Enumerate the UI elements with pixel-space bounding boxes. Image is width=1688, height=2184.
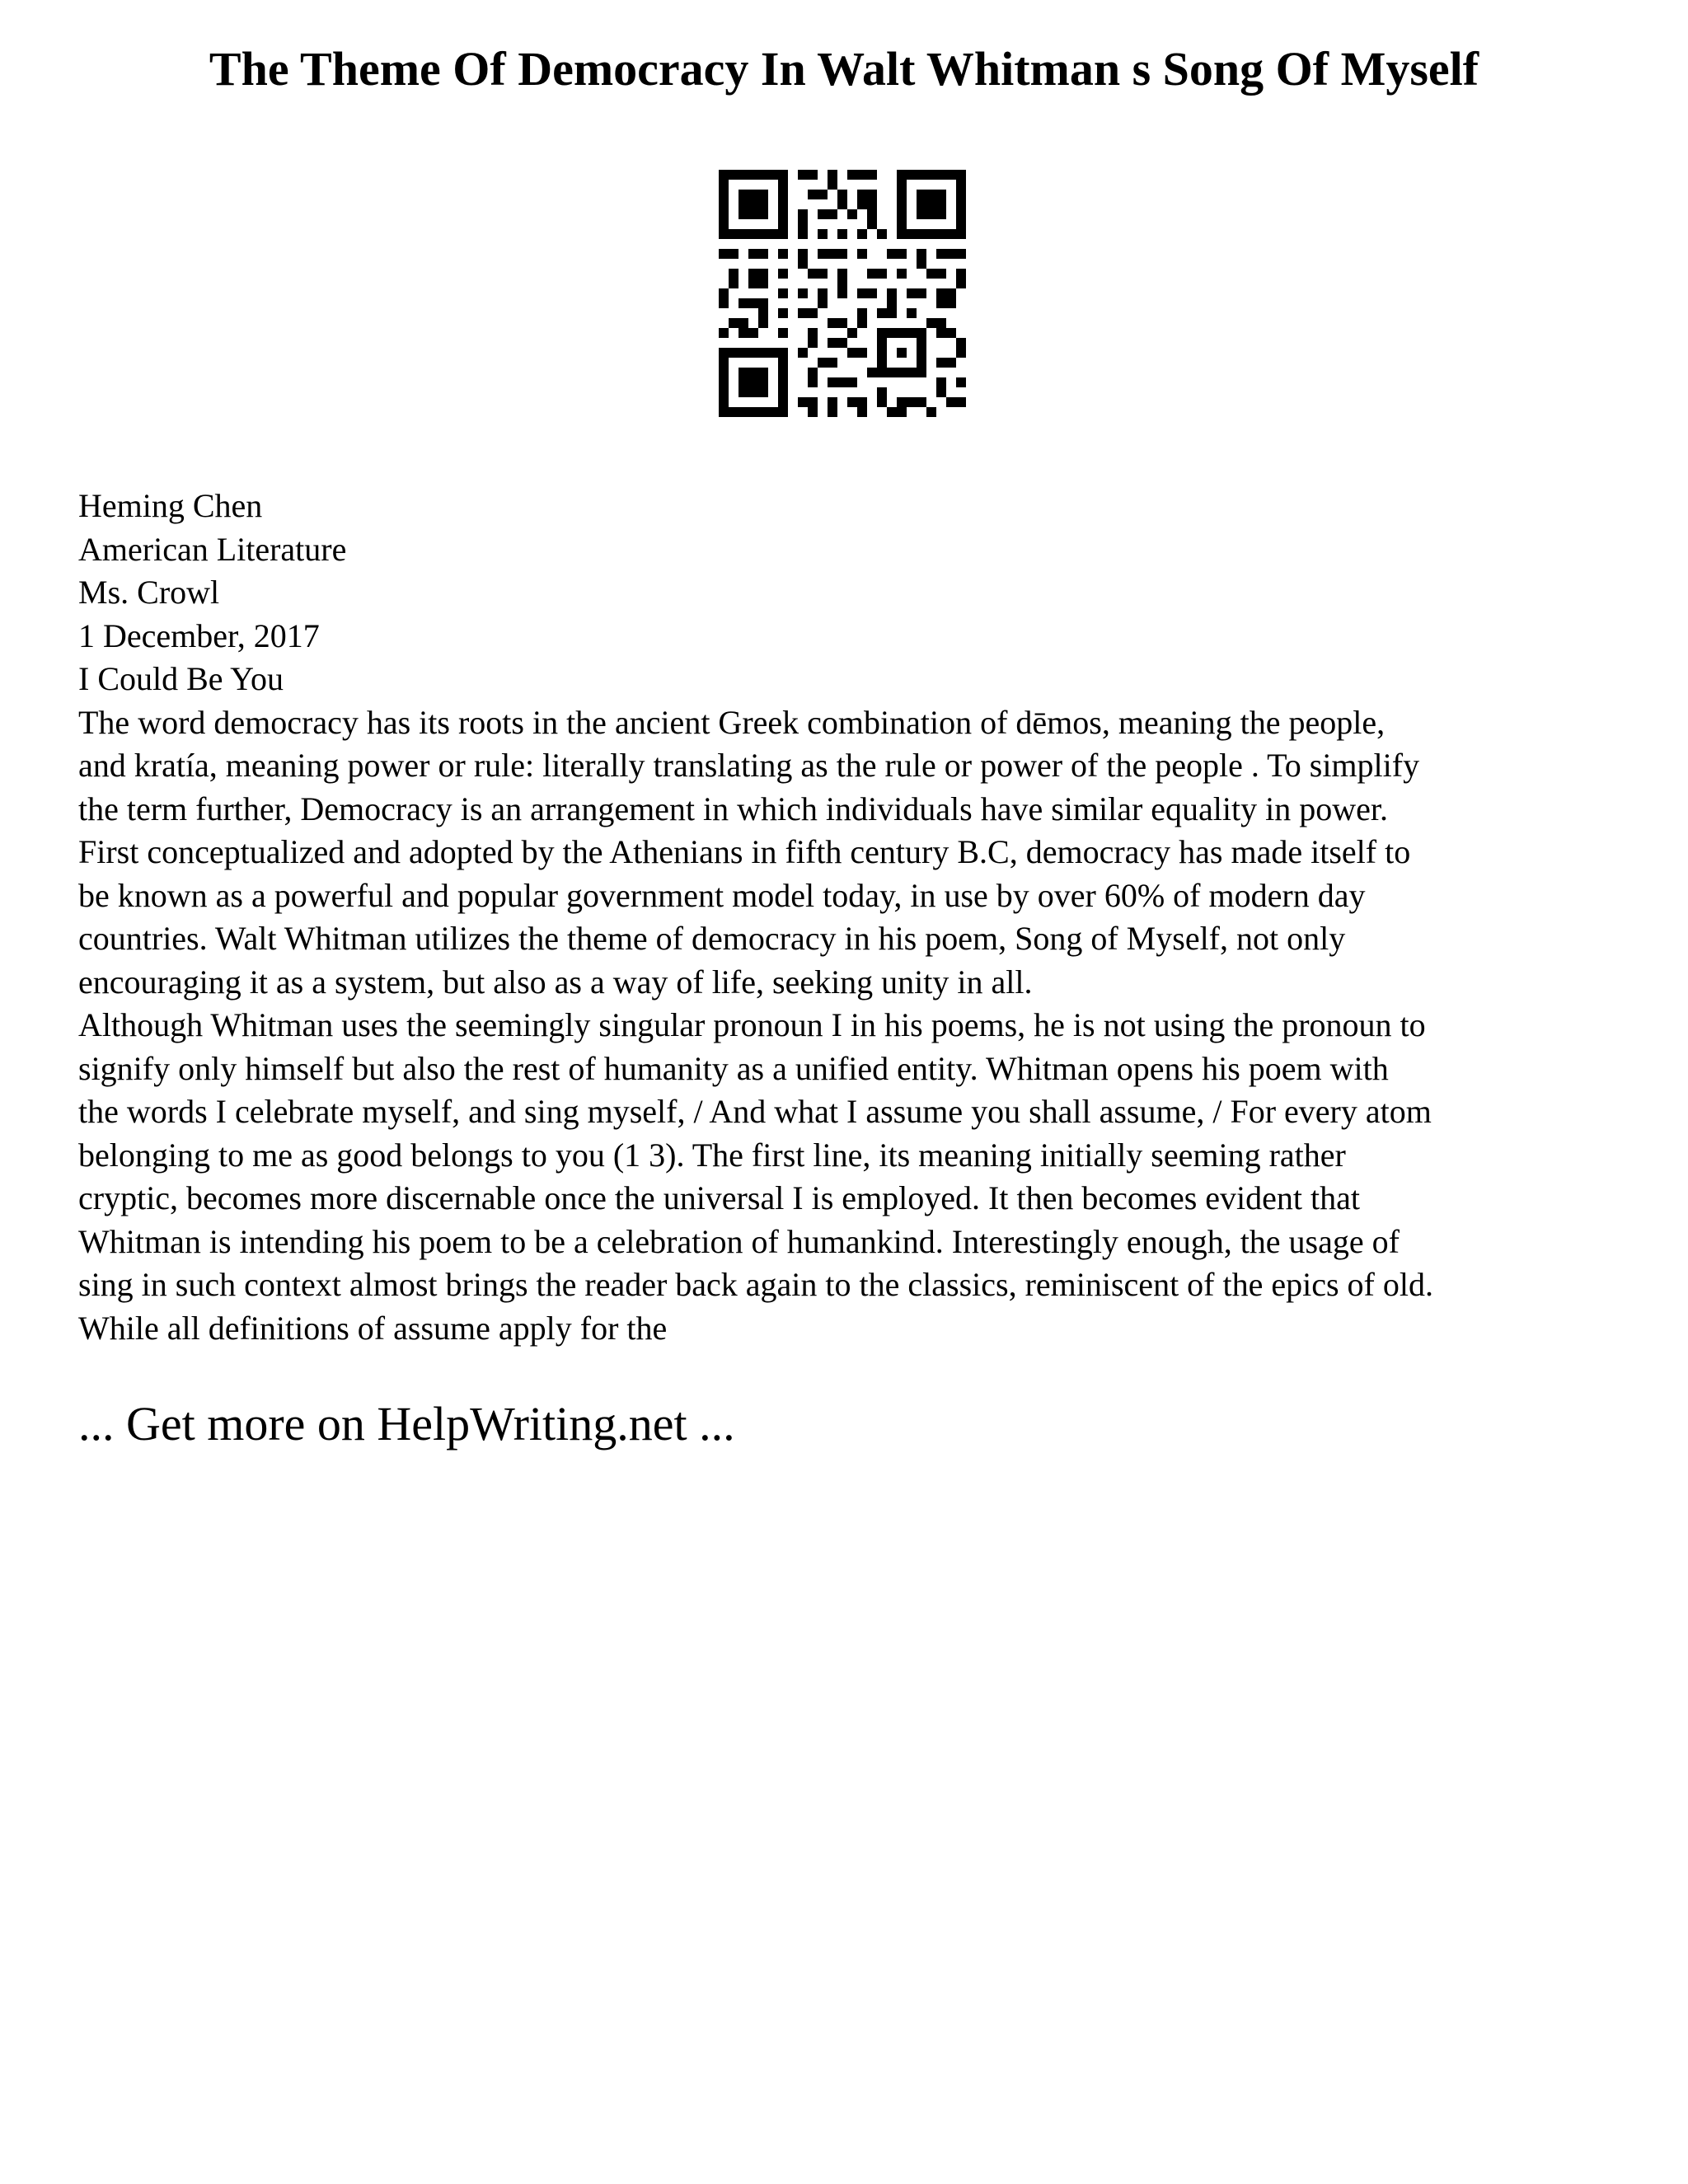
paragraph-line: Whitman is intending his poem to be a celebration of humankind. Interestingly enough, the usage of xyxy=(78,1222,1400,1260)
get-more-link[interactable]: ... Get more on HelpWriting.net ... xyxy=(78,1397,735,1451)
paragraph-line: and kratía, meaning power or rule: literally translating as the rule or power of the people . To simplify xyxy=(78,747,1420,784)
qr-code xyxy=(719,170,966,417)
paragraph-line: belonging to me as good belongs to you (1 3). The first line, its meaning initially seeming rather xyxy=(78,1136,1346,1174)
author-name: Heming Chen xyxy=(78,487,263,524)
paragraph-1 xyxy=(78,701,1628,1005)
paragraph-line: cryptic, becomes more discernable once the universal I is employed. It then becomes evident that xyxy=(78,1179,1360,1216)
paragraph-line: be known as a powerful and popular government model today, in use by over 60% of modern day xyxy=(78,876,1366,914)
essay-title: I Could Be You xyxy=(78,660,284,697)
essay-body xyxy=(78,485,1628,1350)
paragraph-line: the words I celebrate myself, and sing myself, / And what I assume you shall assume, / For every atom xyxy=(78,1093,1432,1130)
paragraph-line: signify only himself but also the rest of humanity as a unified entity. Whitman opens his poem with xyxy=(78,1049,1389,1087)
essay-header xyxy=(78,485,1628,701)
course-name: American Literature xyxy=(78,530,347,568)
paragraph-line: Although Whitman uses the seemingly singular pronoun I in his poems, he is not using the pronoun to xyxy=(78,1006,1426,1043)
paragraph-2 xyxy=(78,1004,1628,1350)
paragraph-line: sing in such context almost brings the reader back again to the classics, reminiscent of the epics of old. xyxy=(78,1266,1433,1303)
paragraph-line: First conceptualized and adopted by the Athenians in fifth century B.C, democracy has made itself to xyxy=(78,833,1411,870)
paragraph-line: the term further, Democracy is an arrangement in which individuals have similar equality in power. xyxy=(78,790,1389,827)
paragraph-line: countries. Walt Whitman utilizes the theme of democracy in his poem, Song of Myself, not only xyxy=(78,920,1346,957)
paragraph-line: While all definitions of assume apply for the xyxy=(78,1309,668,1347)
essay-date: 1 December, 2017 xyxy=(78,616,320,654)
document-title: The Theme Of Democracy In Walt Whitman s Song Of Myself xyxy=(209,42,1479,96)
paragraph-line: The word democracy has its roots in the ancient Greek combination of dēmos, meaning the people, xyxy=(78,703,1386,741)
paragraph-line: encouraging it as a system, but also as a way of life, seeking unity in all. xyxy=(78,963,1033,1001)
instructor-name: Ms. Crowl xyxy=(78,574,220,611)
